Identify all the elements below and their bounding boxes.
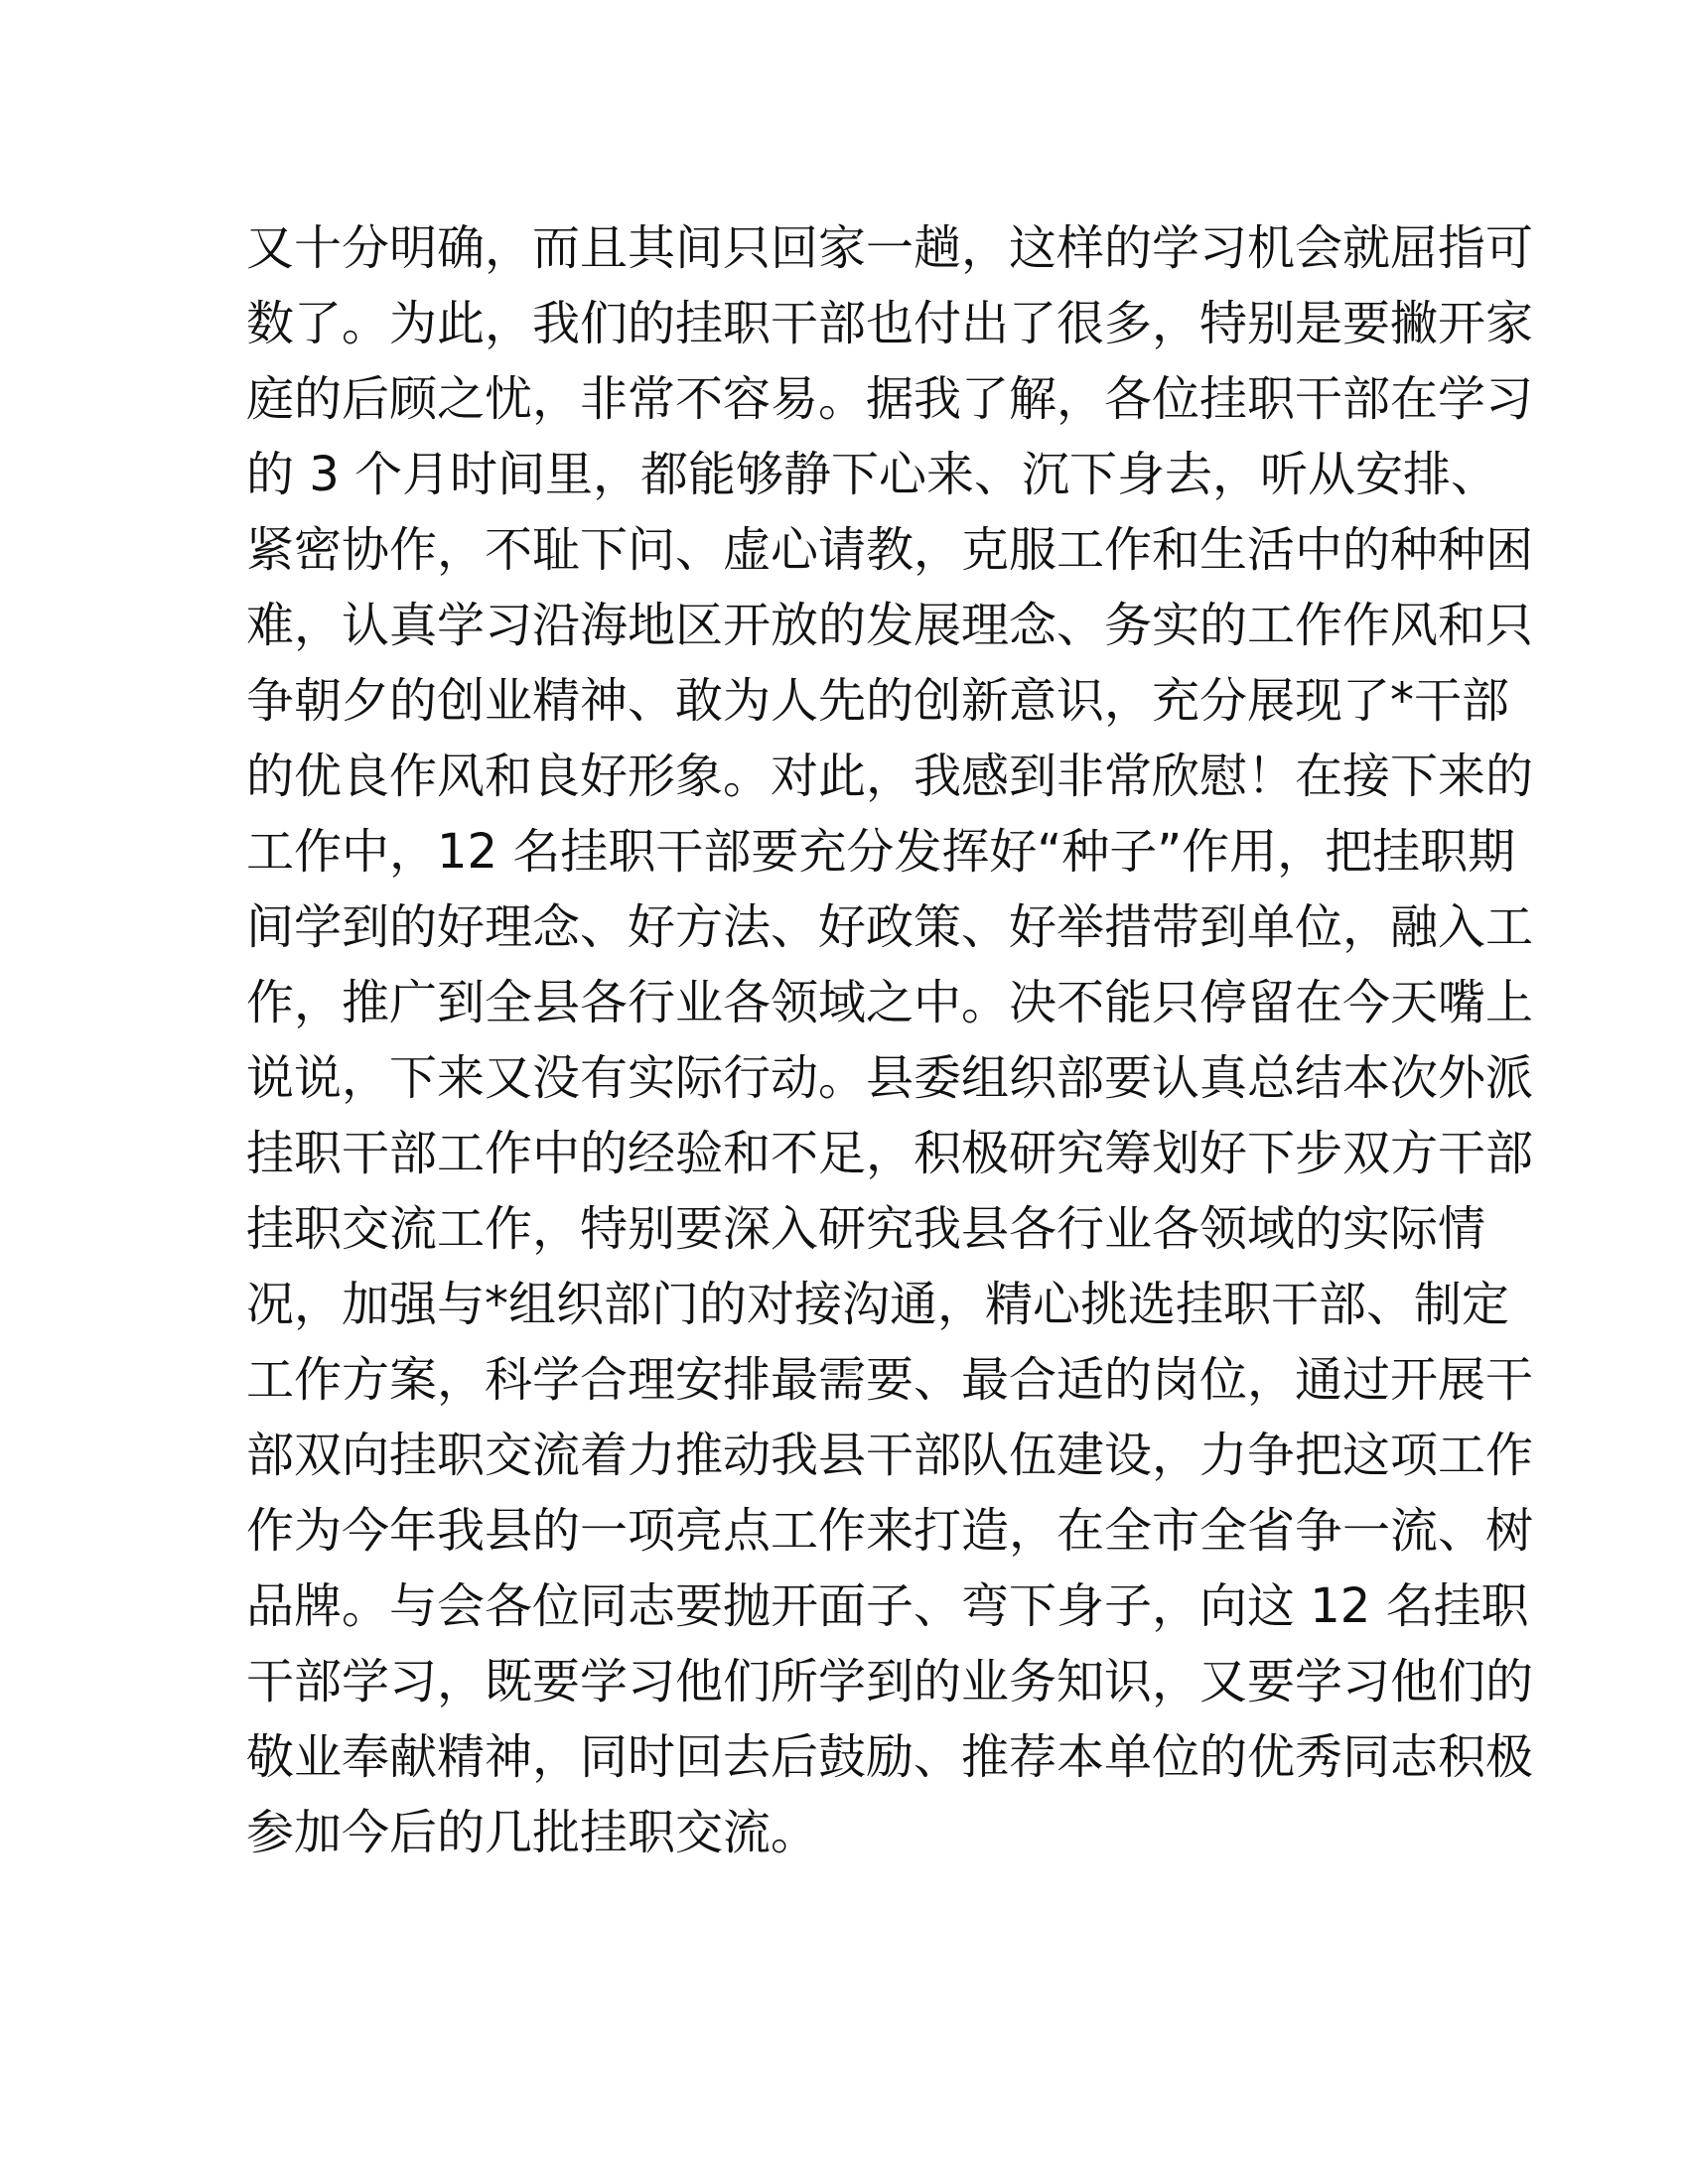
text-line: 的优良作风和良好形象。对此，我感到非常欣慰！在接下来的 xyxy=(246,749,1534,804)
text-line: 敬业奉献精神，同时回去后鼓励、推荐本单位的优秀同志积极 xyxy=(246,1729,1534,1785)
text-line: 难，认真学习沿海地区开放的发展理念、务实的工作作风和只 xyxy=(246,598,1534,653)
text-line: 说说，下来又没有实际行动。县委组织部要认真总结本次外派 xyxy=(246,1050,1534,1106)
text-line: 干部学习，既要学习他们所学到的业务知识，又要学习他们的 xyxy=(246,1654,1534,1709)
text-line: 作为今年我县的一项亮点工作来打造，在全市全省争一流、树 xyxy=(246,1503,1534,1559)
text-line: 作，推广到全县各行业各领域之中。决不能只停留在今天嘴上 xyxy=(246,975,1534,1030)
text-line: 参加今后的几批挂职交流。 xyxy=(246,1805,819,1860)
text-line: 品牌。与会各位同志要抛开面子、弯下身子，向这 12 名挂职 xyxy=(246,1578,1529,1634)
text-line: 的 3 个月时间里，都能够静下心来、沉下身去，听从安排、 xyxy=(246,447,1499,502)
text-line: 数了。为此，我们的挂职干部也付出了很多，特别是要撇开家 xyxy=(246,296,1534,351)
text-line: 庭的后顾之忧，非常不容易。据我了解，各位挂职干部在学习 xyxy=(246,371,1534,427)
text-line: 部双向挂职交流着力推动我县干部队伍建设，力争把这项工作 xyxy=(246,1428,1534,1483)
body-paragraph xyxy=(246,210,1534,1870)
text-line: 间学到的好理念、好方法、好政策、好举措带到单位，融入工 xyxy=(246,899,1534,955)
text-line: 挂职交流工作，特别要深入研究我县各行业各领域的实际情 xyxy=(246,1201,1486,1257)
text-line: 紧密协作，不耻下问、虚心请教，克服工作和生活中的种种困 xyxy=(246,522,1534,578)
text-line: 争朝夕的创业精神、敢为人先的创新意识，充分展现了*干部 xyxy=(246,673,1510,729)
text-line: 工作中，12 名挂职干部要充分发挥好“种子”作用，把挂职期 xyxy=(246,824,1516,880)
text-line: 工作方案，科学合理安排最需要、最合适的岗位，通过开展干 xyxy=(246,1352,1534,1408)
text-line: 况，加强与*组织部门的对接沟通，精心挑选挂职干部、制定 xyxy=(246,1277,1510,1332)
text-line: 挂职干部工作中的经验和不足，积极研究筹划好下步双方干部 xyxy=(246,1126,1534,1181)
text-line: 又十分明确，而且其间只回家一趟，这样的学习机会就屈指可 xyxy=(246,220,1534,276)
